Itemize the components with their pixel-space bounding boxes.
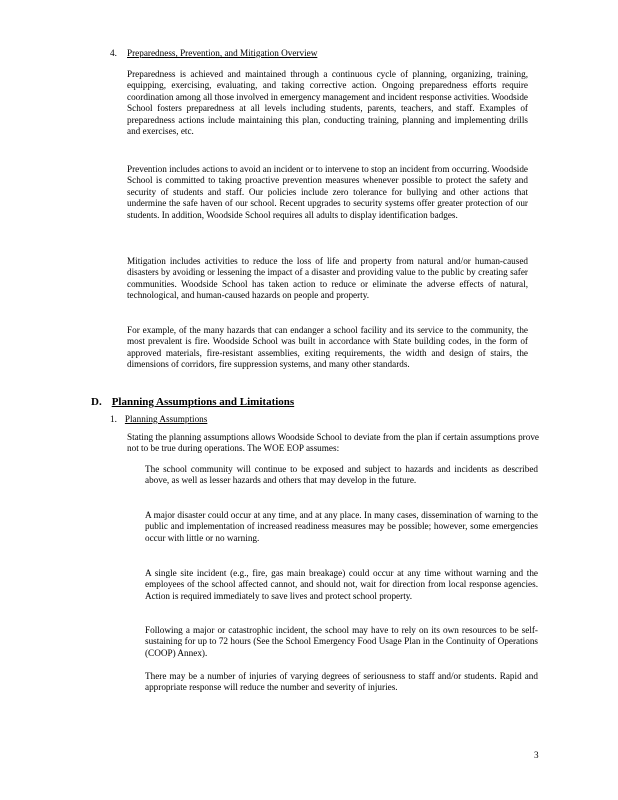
page-number: 3 xyxy=(534,750,539,760)
planning-assumptions-heading xyxy=(110,414,207,424)
planning-assumptions-number: 1. xyxy=(110,414,117,424)
assumption-item: A major disaster could occur at any time, and at any place. In many cases, dissemination of warning to the public and implementation of increased readiness measures may be possible; however, some emergencies occur with little or no warning. xyxy=(145,510,538,543)
prevention-paragraph: Prevention includes actions to avoid an incident or to intervene to stop an incident from occurring. Woodside School is committed to taking proactive prevention measures whenever possible to protect the safety and security of students and staff. Our policies include zero tolerance for bullying and other actions that undermine the safe haven of our school. Recent upgrades to security systems offer greater protection of our students. In addition, Woodside School requires all adults to display identification badges. xyxy=(127,164,528,220)
preparedness-paragraph: Preparedness is achieved and maintained through a continuous cycle of planning, organizing, training, equipping, exercising, evaluating, and taking corrective action. Ongoing preparedness efforts require coordination among all those involved in emergency management and incident response activities. Woodside School fosters preparedness at all levels including students, parents, teachers, and staff. Examples of preparedness actions include maintaining this plan, conducting training, planning and implementing drills and exercises, etc. xyxy=(127,69,528,137)
assumption-item: The school community will continue to be exposed and subject to hazards and incidents as described above, as well as lesser hazards and others that may develop in the future. xyxy=(145,464,538,486)
section-d-heading xyxy=(91,396,294,408)
section-d-letter: D. xyxy=(91,396,102,408)
section-4-title: Preparedness, Prevention, and Mitigation Overview xyxy=(127,48,318,58)
assumption-item: A single site incident (e.g., fire, gas main breakage) could occur at any time without warning and the employees of the school affected cannot, and should not, wait for direction from local response agencies. Action is required immediately to save lives and protect school property. xyxy=(145,568,538,601)
planning-assumptions-title: Planning Assumptions xyxy=(124,414,208,424)
section-d-title: Planning Assumptions and Limitations xyxy=(111,396,295,408)
fire-example-paragraph: For example, of the many hazards that can endanger a school facility and its service to the community, the most prevalent is fire. Woodside School was built in accordance with State building codes, in the form of approved materials, fire-resistant assemblies, exiting requirements, the width and design of stairs, the dimensions of corridors, fire suppression systems, and many other standards. xyxy=(127,325,528,370)
mitigation-paragraph: Mitigation includes activities to reduce the loss of life and property from natural and/or human-caused disasters by avoiding or lessening the impact of a disaster and providing value to the public by creating safer communities. Woodside School has taken action to reduce or eliminate the adverse effects of natural, technological, and human-caused hazards on people and property. xyxy=(127,256,528,301)
assumptions-intro: Stating the planning assumptions allows Woodside School to deviate from the plan if certain assumptions prove not to be true during operations. The WOE EOP assumes: xyxy=(127,432,539,454)
assumption-item: There may be a number of injuries of varying degrees of seriousness to staff and/or students. Rapid and appropriate response will reduce the number and severity of injuries. xyxy=(145,671,538,693)
assumption-item: Following a major or catastrophic incident, the school may have to rely on its own resources to be self-sustaining for up to 72 hours (See the School Emergency Food Usage Plan in the Continuity of Operations (COOP) Annex). xyxy=(145,625,538,658)
section-4-number: 4. xyxy=(110,48,117,58)
